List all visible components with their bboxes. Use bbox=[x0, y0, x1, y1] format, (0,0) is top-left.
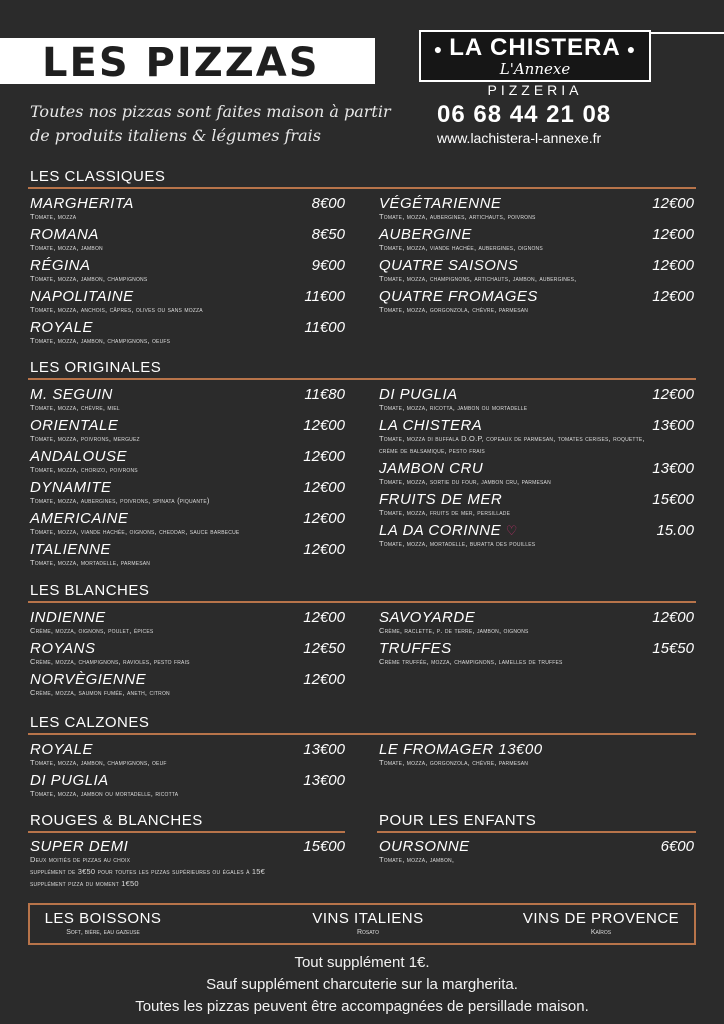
menu-item: JAMBON CRU 13€00 Tomate, mozza, sortie du four, jambon cru, parmesan bbox=[379, 460, 694, 486]
drink-vins-provence: VINS DE PROVENCE Kaïros bbox=[522, 910, 680, 936]
section-calzones bbox=[30, 714, 149, 731]
menu-item: FRUITS DE MER 15€00 Tomate, mozza, fruits de mer, persillade bbox=[379, 491, 694, 517]
phone-number[interactable]: 06 68 44 21 08 bbox=[437, 101, 612, 128]
blanches-right-column bbox=[379, 609, 694, 671]
menu-item: AUBERGINE 12€00 Tomate, mozza, viande hachée, aubergines, oignons bbox=[379, 226, 694, 252]
menu-item: ROYALE 13€00 Tomate, mozza, jambon, champignons, oeuf bbox=[30, 741, 345, 767]
section-classiques bbox=[30, 168, 165, 185]
blanches-left-column bbox=[30, 609, 345, 702]
menu-item: DI PUGLIA 13€00 Tomate, mozza, jambon ou mortadelle, ricotta bbox=[30, 772, 345, 798]
section-divider bbox=[28, 601, 696, 603]
menu-item: DI PUGLIA 12€00 Tomate, mozza, ricotta, jambon ou mortadelle bbox=[379, 386, 694, 412]
calzones-left-column bbox=[30, 741, 345, 803]
menu-item: SUPER DEMI 15€00 Deux moitiés de pizzas au choix supplément de 3€50 pour toutes les pizzas supérieures ou égales à 15€ supplément pizza du moment 1€50 bbox=[30, 838, 345, 888]
menu-item: TRUFFES 15€50 Crème truffée, mozza, champignons, lamelles de truffes bbox=[379, 640, 694, 666]
originales-left-column bbox=[30, 386, 345, 572]
section-originales bbox=[30, 359, 161, 376]
section-title: LES ORIGINALES bbox=[30, 359, 162, 376]
section-divider bbox=[28, 378, 696, 380]
section-divider bbox=[28, 733, 696, 735]
footer-notes: Tout supplément 1€. Sauf supplément charcuterie sur la margherita. Toutes les pizzas peuvent être accompagnées de persillade maison. bbox=[135, 954, 589, 1015]
section-divider bbox=[377, 831, 696, 833]
menu-item: NORVÈGIENNE 12€00 Crème, mozza, saumon fumée, aneth, citron bbox=[30, 671, 345, 697]
logo bbox=[419, 30, 651, 82]
menu-item: ANDALOUSE 12€00 Tomate, mozza, chorizo, poivrons bbox=[30, 448, 345, 474]
menu-item: VÉGÉTARIENNE 12€00 Tomate, mozza, aubergines, artichauts, poivrons bbox=[379, 195, 694, 221]
section-divider bbox=[28, 187, 696, 189]
menu-item: NAPOLITAINE 11€00 Tomate, mozza, anchois, câpres, olives ou sans mozza bbox=[30, 288, 345, 314]
website-link[interactable]: www.lachistera-l-annexe.fr bbox=[437, 130, 602, 146]
menu-item: MARGHERITA 8€00 Tomate, mozza bbox=[30, 195, 345, 221]
logo-subtitle: L'Annexe bbox=[499, 60, 571, 78]
rouges-blanches-column bbox=[30, 838, 345, 894]
logo-name: LA CHISTERA bbox=[449, 34, 621, 61]
menu-item: ORIENTALE 12€00 Tomate, mozza, poivrons, merguez bbox=[30, 417, 345, 443]
classiques-left-column bbox=[30, 195, 345, 350]
heart-icon: ♡ bbox=[505, 523, 518, 538]
section-enfants bbox=[379, 812, 536, 829]
originales-right-column bbox=[379, 386, 694, 553]
section-title: LES CLASSIQUES bbox=[30, 168, 166, 185]
menu-item: SAVOYARDE 12€00 Crème, raclette, p. de terre, jambon, oignons bbox=[379, 609, 694, 635]
section-blanches bbox=[30, 582, 149, 599]
menu-item: DYNAMITE 12€00 Tomate, mozza, aubergines, poivrons, spinata (piquante) bbox=[30, 479, 345, 505]
menu-item: QUATRE SAISONS 12€00 Tomate, mozza, champignons, artichauts, jambon, aubergines, bbox=[379, 257, 694, 283]
menu-item: INDIENNE 12€00 Crème, mozza, oignons, poulet, épices bbox=[30, 609, 345, 635]
title-banner bbox=[0, 38, 375, 84]
menu-item: LA CHISTERA 13€00 Tomate, mozza di buffala D.O.P, copeaux de parmesan, tomates cerises, roquette, crème de balsamique, pesto frais bbox=[379, 417, 694, 455]
menu-item: RÉGINA 9€00 Tomate, mozza, jambon, champignons bbox=[30, 257, 345, 283]
menu-item: QUATRE FROMAGES 12€00 Tomate, mozza, gorgonzola, chèvre, parmesan bbox=[379, 288, 694, 314]
section-title: LES BLANCHES bbox=[30, 582, 150, 599]
calzones-right-column bbox=[379, 741, 694, 772]
menu-item: ROYANS 12€50 Crème, mozza, champignons, ravioles, pesto frais bbox=[30, 640, 345, 666]
menu-item: LA DA CORINNE ♡ 15.00 Tomate, mozza, mortadelle, buratta des pouilles bbox=[379, 522, 694, 548]
section-rouges-blanches bbox=[30, 812, 203, 829]
tagline: Toutes nos pizzas sont faites maison à partir de produits italiens & légumes frais bbox=[30, 102, 391, 145]
menu-item: AMERICAINE 12€00 Tomate, mozza, viande hachée, oignons, cheddar, sauce barbecue bbox=[30, 510, 345, 536]
menu-item: M. SEGUIN 11€80 Tomate, mozza, chèvre, miel bbox=[30, 386, 345, 412]
menu-item: ROYALE 11€00 Tomate, mozza, jambon, champignons, oeufs bbox=[30, 319, 345, 345]
header-decor-line bbox=[650, 32, 724, 34]
section-title: ROUGES & BLANCHES bbox=[30, 812, 203, 829]
menu-item: LE FROMAGER 13€00 Tomate, mozza, gorgonzola, chèvre, parmesan bbox=[379, 741, 543, 767]
section-title: POUR LES ENFANTS bbox=[379, 812, 537, 829]
logo-pizzeria: PIZZERIA bbox=[487, 82, 583, 98]
menu-item: ROMANA 8€50 Tomate, mozza, jambon bbox=[30, 226, 345, 252]
page-title: LES PIZZAS bbox=[42, 40, 320, 86]
menu-item: ITALIENNE 12€00 Tomate, mozza, mortadelle, parmesan bbox=[30, 541, 345, 567]
menu-item: OURSONNE 6€00 Tomate, mozza, jambon, bbox=[379, 838, 694, 864]
logo-dot-icon: ● bbox=[433, 40, 444, 57]
drink-vins-italiens: VINS ITALIENS Rosato bbox=[312, 910, 424, 936]
enfants-column bbox=[379, 838, 694, 869]
section-divider bbox=[28, 831, 345, 833]
section-title: LES CALZONES bbox=[30, 714, 150, 731]
classiques-right-column bbox=[379, 195, 694, 319]
drinks-box bbox=[28, 903, 696, 945]
logo-dot-icon: ● bbox=[626, 40, 637, 57]
drink-boissons: LES BOISSONS Soft, bière, eau gazeuse bbox=[44, 910, 162, 936]
